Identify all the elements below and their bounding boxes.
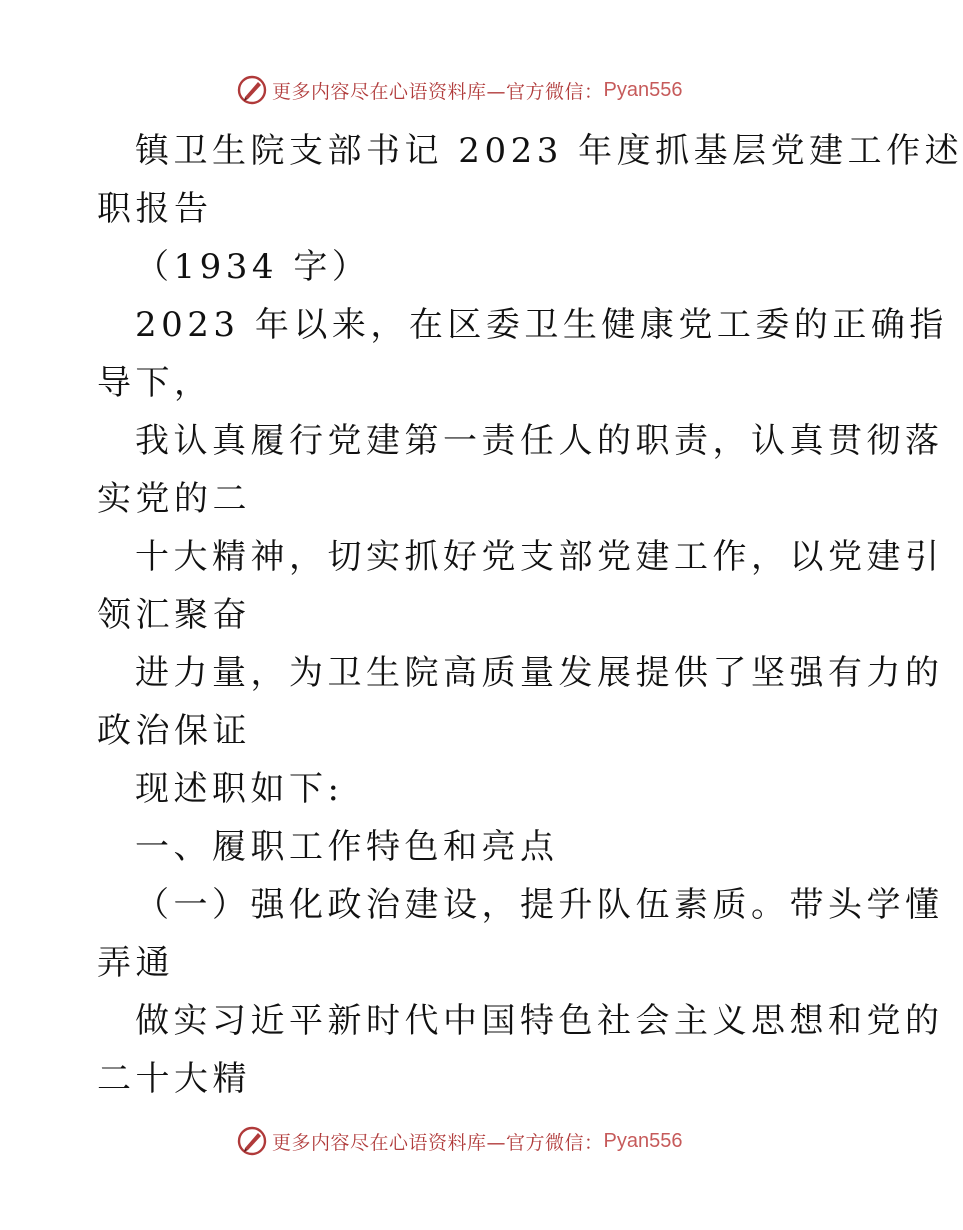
section-heading: 一、履职工作特色和亮点 [135,827,559,867]
watermark-wechat-id: Pyan556 [603,78,683,101]
document-body [97,122,963,1108]
paragraph-line: 实党的二 [97,479,251,519]
watermark-text: 更多内容尽在心语资料库—官方微信： [272,1131,604,1154]
title-line-continued: 职报告 [97,189,213,229]
paragraph-line: 领汇聚奋 [97,595,251,635]
paragraph-line: 政治保证 [97,711,251,751]
paragraph-line: 二十大精 [97,1059,251,1099]
header-watermark [236,73,682,107]
footer-watermark [236,1124,682,1158]
paragraph-line: 导下， [97,363,213,403]
paragraph-line: 弄通 [97,943,174,983]
pen-logo-icon [236,74,268,106]
paragraph-line: 现述职如下: [135,769,344,809]
paragraph-line: 进力量，为卫生院高质量发展提供了坚强有力的 [135,653,944,693]
word-count: （1934 字） [135,247,371,287]
paragraph-line: 2023 年以来，在区委卫生健康党工委的正确指 [135,305,948,345]
paragraph-line: 做实习近平新时代中国特色社会主义思想和党的 [135,1001,944,1041]
watermark-text: 更多内容尽在心语资料库—官方微信： [272,80,604,103]
title-line: 镇卫生院支部书记 2023 年度抓基层党建工作述 [135,131,963,171]
paragraph-line: 我认真履行党建第一责任人的职责，认真贯彻落 [135,421,944,461]
paragraph-line: 十大精神，切实抓好党支部党建工作，以党建引 [135,537,944,577]
subsection-heading: （一）强化政治建设，提升队伍素质。带头学懂 [135,885,944,925]
watermark-wechat-id: Pyan556 [603,1129,683,1152]
pen-logo-icon [236,1125,268,1157]
